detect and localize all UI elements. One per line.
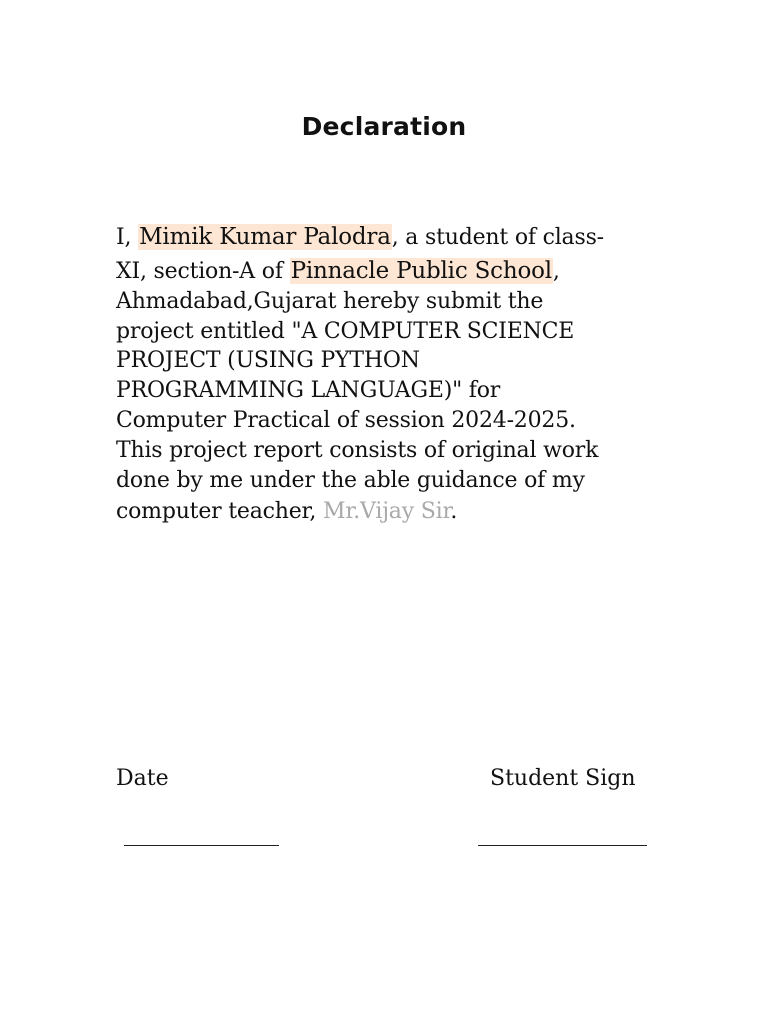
school-name: Pinnacle Public School: [290, 258, 552, 284]
line-text: , a student of class-: [391, 225, 604, 250]
declaration-line: Ahmadabad,Gujarat hereby submit the: [116, 289, 544, 314]
line-text: computer teacher,: [116, 499, 324, 524]
line-text: XI, section-A of: [116, 259, 290, 284]
declaration-line: project entitled "A COMPUTER SCIENCE: [116, 319, 575, 344]
line-text: I,: [116, 225, 139, 250]
declaration-line: PROJECT (USING PYTHON: [116, 348, 420, 373]
page-title: Declaration: [301, 112, 467, 141]
declaration-line: [116, 256, 560, 287]
date-signature-line: [124, 845, 279, 846]
teacher-name: Mr.Vijay Sir: [323, 499, 451, 524]
date-label: Date: [116, 766, 169, 791]
student-signature-line: [478, 845, 647, 846]
declaration-line: done by me under the able guidance of my: [116, 468, 585, 493]
declaration-line: This project report consists of original work: [116, 438, 599, 463]
student-name: Mimik Kumar Palodra: [139, 224, 391, 250]
student-sign-label: Student Sign: [490, 766, 636, 791]
line-text: ,: [552, 259, 560, 284]
line-text: .: [450, 499, 458, 524]
declaration-line: PROGRAMMING LANGUAGE)" for: [116, 378, 501, 403]
declaration-line: [116, 222, 604, 253]
declaration-line: Computer Practical of session 2024-2025.: [116, 408, 576, 433]
declaration-line: [116, 497, 457, 527]
